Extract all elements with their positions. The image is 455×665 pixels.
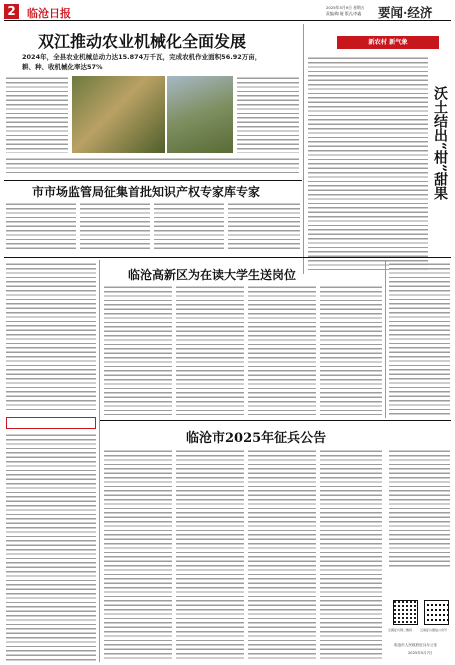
- lead-body-col-2: [237, 76, 299, 153]
- story4-body-col-1: [104, 449, 172, 661]
- story4-body-col-3: [248, 449, 316, 661]
- qr-code-left-icon: [393, 600, 418, 625]
- section-title: 要闻·经济: [378, 5, 433, 20]
- lead-photo-1: [72, 76, 165, 153]
- lead-body-row-2: [6, 157, 299, 174]
- story4-contact-list: [389, 449, 450, 569]
- qr-code-right-icon: [424, 600, 449, 625]
- story4-headline: 临沧市2025年征兵公告: [186, 431, 327, 446]
- right-rail-divider: [385, 260, 386, 418]
- sidebar-divider: [303, 24, 304, 274]
- issue-date: 2025年5月7日: [408, 651, 433, 655]
- story3-body-col-2: [176, 285, 244, 415]
- qr-caption-right: 云南征兵微信公众号: [420, 628, 448, 632]
- story4-body-col-4: [320, 449, 382, 661]
- lead-body-col-1: [6, 76, 68, 153]
- page-number: 2: [4, 4, 19, 19]
- story2-headline: 市市场监管局征集首批知识产权专家库专家: [32, 185, 261, 199]
- story3-headline: 临沧高新区为在读大学生送岗位: [128, 268, 297, 282]
- section-rule-1: [4, 180, 302, 181]
- paper-name-logo: 临沧日报: [27, 7, 71, 20]
- masthead-rule: [4, 20, 451, 21]
- edition-line: 责编/陶 娅 版式/李鑫: [326, 11, 362, 16]
- date-line: 2025年5月9日 星期五: [326, 5, 365, 10]
- story2-body-col-3: [154, 202, 224, 252]
- left-rail-divider: [99, 260, 100, 662]
- story2-body-col-2: [80, 202, 150, 252]
- story2-body-col-1: [6, 202, 76, 252]
- sidebar-body: [308, 56, 428, 270]
- story3-body-col-4: [320, 285, 382, 415]
- section-rule-3: [100, 420, 451, 421]
- story4-body-col-2: [176, 449, 244, 661]
- issuer: 临沧市人民政府征兵办公室: [394, 643, 438, 647]
- lead-deck-line-2: 耕、种、收机械化率达57%: [22, 63, 103, 71]
- section-rule-2: [4, 257, 451, 258]
- left-rail-body-1: [6, 262, 96, 412]
- lead-photo-2: [167, 76, 233, 153]
- story3-body-col-1: [104, 285, 172, 415]
- left-rail-box: [6, 417, 96, 429]
- qr-caption-left: 全国征兵网二维码: [388, 628, 413, 632]
- sidebar-headline: 沃土结出“柑”甜果: [432, 86, 448, 201]
- lead-headline: 双江推动农业机械化全面发展: [38, 32, 247, 51]
- sidebar-banner: 新农村 新气象: [337, 36, 439, 49]
- story2-body-col-4: [228, 202, 300, 252]
- right-rail-body: [389, 262, 450, 416]
- left-rail-body-2: [6, 433, 96, 661]
- lead-deck-line-1: 2024年，全县农业机械总动力达15.874万千瓦，完成农机作业面积56.92万亩，: [22, 53, 262, 61]
- story3-body-col-3: [248, 285, 316, 415]
